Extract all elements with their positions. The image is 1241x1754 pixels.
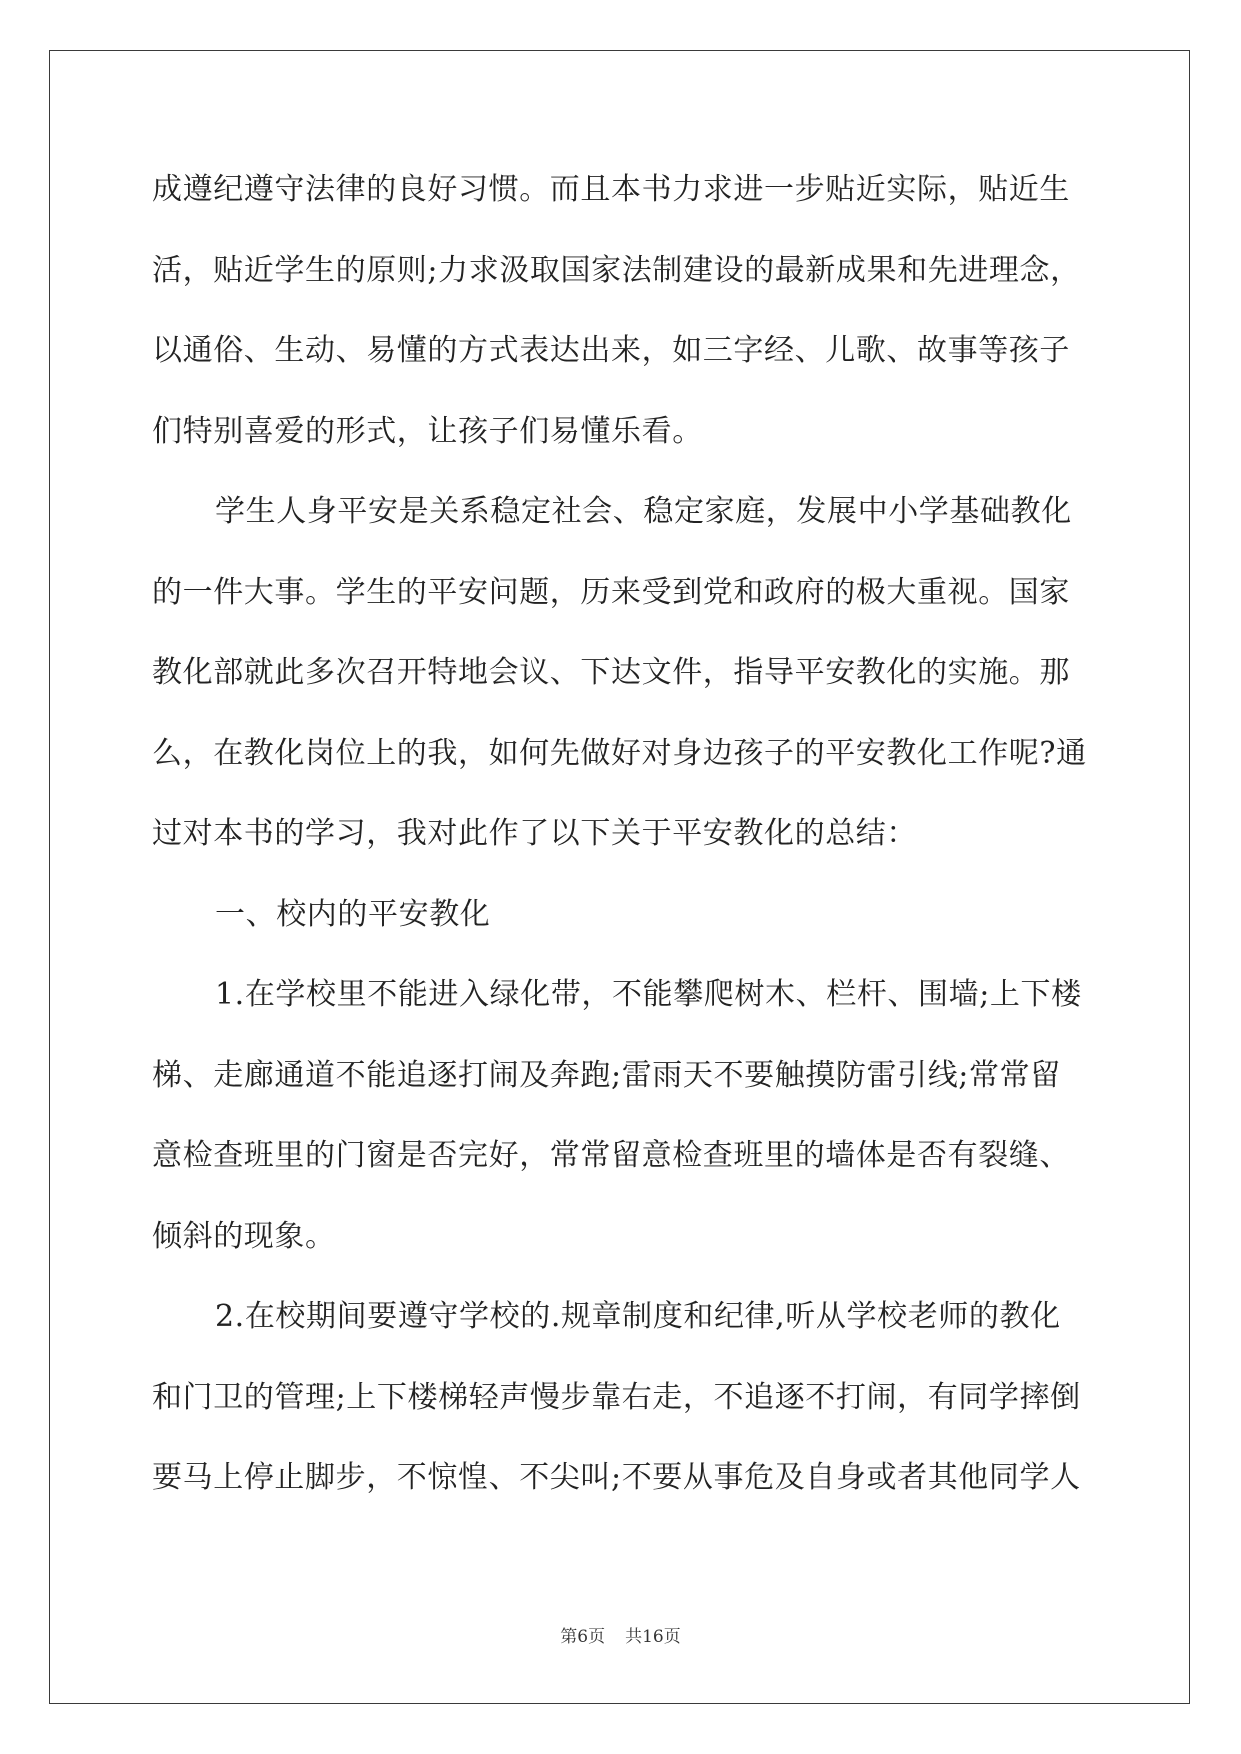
page-number: 第6页	[560, 1627, 606, 1647]
text-line: 们特别喜爱的形式，让孩子们易懂乐看。	[152, 413, 703, 449]
text-line: 梯、走廊通道不能追逐打闹及奔跑;雷雨天不要触摸防雷引线;常常留	[152, 1057, 1061, 1093]
page-footer	[0, 1622, 1241, 1647]
text-line: 的一件大事。学生的平安问题，历来受到党和政府的极大重视。国家	[152, 574, 1070, 610]
text-line: 么，在教化岗位上的我，如何先做好对身边孩子的平安教化工作呢?通	[152, 735, 1087, 771]
text-line: 意检查班里的门窗是否完好，常常留意检查班里的墙体是否有裂缝、	[152, 1138, 1070, 1173]
text-line: 教化部就此多次召开特地会议、下达文件，指导平安教化的实施。那	[152, 655, 1070, 690]
text-line: 和门卫的管理;上下楼梯轻声慢步靠右走，不追逐不打闹，有同学摔倒	[152, 1379, 1081, 1415]
section-heading: 一、校内的平安教化	[215, 896, 491, 932]
text-line: 要马上停止脚步，不惊惶、不尖叫;不要从事危及自身或者其他同学人	[152, 1460, 1081, 1495]
document-body	[152, 162, 1097, 1531]
text-line: 学生人身平安是关系稳定社会、稳定家庭，发展中小学基础教化	[215, 494, 1072, 529]
text-line: 1.在学校里不能进入绿化带，不能攀爬树木、栏杆、围墙;上下楼	[215, 977, 1082, 1012]
page-total: 共16页	[625, 1627, 681, 1647]
text-line: 以通俗、生动、易懂的方式表达出来，如三字经、儿歌、故事等孩子	[152, 333, 1070, 368]
text-line: 倾斜的现象。	[152, 1218, 336, 1254]
text-line: 过对本书的学习，我对此作了以下关于平安教化的总结：	[152, 816, 917, 851]
text-line: 活，贴近学生的原则;力求汲取国家法制建设的最新成果和先进理念，	[152, 252, 1081, 288]
text-line: 2.在校期间要遵守学校的.规章制度和纪律,听从学校老师的教化	[215, 1299, 1061, 1334]
text-line: 成遵纪遵守法律的良好习惯。而且本书力求进一步贴近实际，贴近生	[152, 172, 1070, 207]
